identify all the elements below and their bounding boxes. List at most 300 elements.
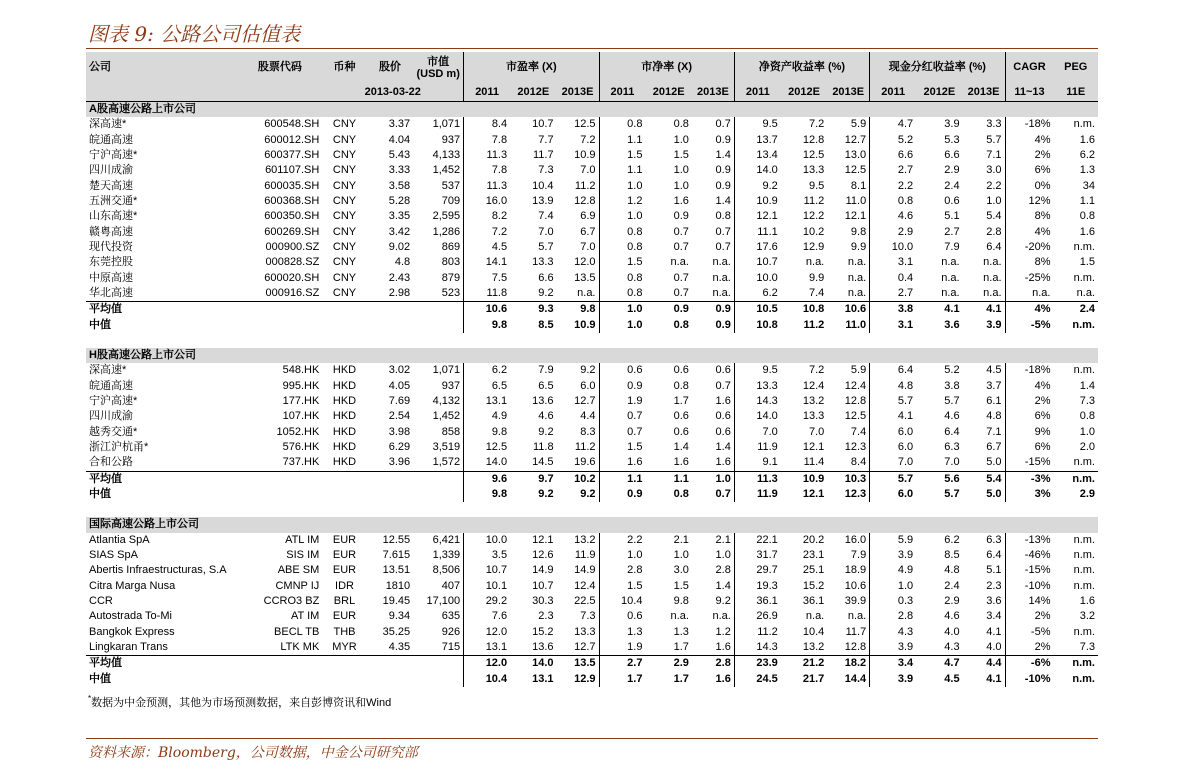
cell-value: 2.4 — [944, 579, 960, 592]
cell-value: 4.8 — [986, 410, 1002, 423]
cell-value: HKD — [332, 379, 357, 392]
cell-value: n.m. — [1073, 549, 1095, 562]
cell-value: 3.3 — [986, 118, 1002, 131]
table-row — [86, 625, 1098, 640]
cell-value: 5.0 — [986, 456, 1002, 469]
summary-value: 2.7 — [599, 656, 645, 672]
cell-value: 6.1 — [986, 395, 1002, 408]
cell-value: -10% — [1005, 579, 1053, 594]
cell-value: 17.6 — [734, 240, 780, 255]
cell-value: 0.7 — [673, 287, 689, 300]
summary-value: 9.8 — [464, 318, 510, 333]
cell-value: 3,519 — [432, 441, 461, 454]
summary-value: 10.6 — [464, 302, 510, 318]
cell-value: 0.6 — [673, 410, 689, 423]
cell-value: 10.6 — [844, 579, 867, 592]
cell-value: 1,071 — [432, 118, 461, 131]
footnote-text: 数据为中金预测，其他为市场预测数据，来自彭博资讯和Wind — [91, 697, 392, 709]
title-rule — [86, 48, 1098, 49]
summary-value: 1.0 — [599, 318, 645, 333]
cell-value: HKD — [332, 456, 357, 469]
cell-value: 10.0 — [464, 533, 510, 548]
company-name: 越秀交通* — [89, 425, 138, 438]
cell-value: 1.0 — [599, 548, 645, 563]
cell-value: 1,286 — [432, 225, 461, 238]
cell-value: BRL — [333, 595, 356, 607]
section-header-row — [86, 102, 1098, 118]
year-label: 2012E — [781, 83, 827, 102]
cell-value: 523 — [441, 287, 461, 300]
cell-value: 7.615 — [382, 549, 411, 562]
cell-value: 3.0 — [986, 164, 1002, 177]
cell-value: 6% — [1005, 409, 1053, 424]
cell-value: CNY — [332, 164, 357, 177]
cell-value: 177.HK — [282, 395, 320, 408]
cell-value: 19.3 — [734, 579, 780, 594]
cell-value: 9.2 — [538, 287, 554, 300]
cell-value: 5.7 — [944, 395, 960, 408]
cell-value: 1.0 — [870, 579, 916, 594]
cell-value: 6.4 — [944, 425, 960, 438]
cell-value: 4.5 — [464, 240, 510, 255]
summary-value: 10.6 — [827, 302, 869, 318]
summary-value: -3% — [1005, 471, 1053, 487]
cell-value: 12.4 — [844, 379, 867, 392]
cell-value: 2% — [1005, 609, 1053, 624]
cell-value: 0.8 — [1079, 210, 1095, 223]
cell-value: -5% — [1005, 625, 1053, 640]
cell-value: 13.7 — [734, 133, 780, 148]
cell-value: 12.1 — [734, 209, 780, 224]
cell-value: 10.7 — [532, 579, 554, 592]
cell-value: 3.9 — [870, 640, 916, 656]
cell-value: 5.9 — [870, 533, 916, 548]
cell-value: 1.0 — [673, 179, 689, 192]
cell-value: n.a. — [983, 271, 1002, 284]
summary-value: 4.1 — [986, 672, 1002, 685]
figure-title: 图表 9: 公路公司估值表 — [88, 22, 301, 46]
summary-value: 10.8 — [734, 318, 780, 333]
header-pb: 市净率 (X) — [599, 52, 734, 83]
median-row — [86, 671, 1098, 686]
cell-value: 4.6 — [944, 410, 960, 423]
summary-value: 6.0 — [870, 487, 916, 502]
cell-value: 12.8 — [802, 133, 825, 146]
spacer-row — [86, 502, 1098, 517]
cell-value: 34 — [1082, 179, 1095, 192]
summary-value: 3.8 — [870, 302, 916, 318]
summary-value: 1.1 — [599, 471, 645, 487]
summary-value: 2.8 — [692, 656, 734, 672]
year-label: 2012E — [916, 83, 962, 102]
summary-value: n.m. — [1053, 656, 1098, 672]
company-name: 皖通高速 — [89, 379, 133, 392]
cell-value: 2.1 — [715, 533, 731, 546]
cell-value: 7.8 — [464, 133, 510, 148]
cell-value: 0.9 — [715, 179, 731, 192]
cell-value: 2.8 — [870, 609, 916, 624]
cell-value: 6.2 — [944, 533, 960, 546]
cell-value: 7.0 — [538, 225, 554, 238]
cell-value: 1.0 — [599, 179, 645, 194]
cell-value: 1.3 — [1079, 164, 1095, 177]
summary-value: 1.6 — [715, 672, 731, 685]
cell-value: 13.4 — [734, 148, 780, 163]
cell-value: 1,452 — [432, 410, 461, 423]
table-row — [86, 440, 1098, 455]
cell-value: 0% — [1005, 179, 1053, 194]
summary-value: 13.1 — [532, 672, 554, 685]
year-label: 2013E — [963, 83, 1005, 102]
cell-value: 2% — [1005, 640, 1053, 656]
cell-value: 10.0 — [734, 271, 780, 286]
summary-value: 2.9 — [645, 656, 691, 672]
year-label: 2012E — [510, 83, 556, 102]
summary-value: 10.2 — [557, 471, 599, 487]
table-row — [86, 394, 1098, 409]
cell-value: 7.1 — [986, 149, 1002, 162]
cell-value: 2.0 — [1079, 441, 1095, 454]
cell-value: 5.9 — [850, 364, 867, 377]
header-div: 现金分红收益率 (%) — [870, 52, 1005, 83]
cell-value: 1.4 — [673, 441, 689, 454]
cell-value: 2.9 — [944, 164, 960, 177]
cell-value: 8.3 — [580, 425, 596, 438]
cell-value: 6.6 — [944, 149, 960, 162]
cell-value: 22.5 — [574, 595, 596, 607]
summary-value: 2.4 — [1053, 302, 1098, 318]
section-header-row — [86, 348, 1098, 363]
cell-value: 2.7 — [944, 225, 960, 238]
table-row — [86, 225, 1098, 240]
table-row — [86, 148, 1098, 163]
cell-value: CNY — [332, 271, 357, 284]
cell-value: 7.9 — [538, 364, 554, 377]
header-roe: 净资产收益率 (%) — [734, 52, 869, 83]
summary-label: 平均值 — [86, 656, 464, 672]
company-name: Bangkok Express — [89, 625, 175, 638]
cell-value: 7.2 — [580, 133, 596, 146]
cell-value: 12.5 — [844, 410, 867, 423]
summary-value: 12.1 — [802, 488, 825, 501]
cell-value: 7.9 — [944, 241, 960, 254]
cell-value: 803 — [441, 256, 461, 269]
table-row — [86, 379, 1098, 394]
cell-value: 1.6 — [1079, 225, 1095, 238]
cell-value: 6.4 — [870, 363, 916, 378]
cell-value: 0.6 — [944, 195, 960, 208]
summary-value: 10.4 — [464, 671, 510, 686]
cell-value: CNY — [332, 287, 357, 300]
cell-value: 11.2 — [734, 625, 780, 640]
cell-value: 12.0 — [574, 256, 596, 269]
cell-value: 4.5 — [986, 364, 1002, 377]
cell-value: 10.9 — [574, 149, 596, 162]
cell-value: 7.2 — [808, 364, 825, 377]
cell-value: 6.0 — [580, 379, 596, 392]
cell-value: 1.6 — [673, 195, 689, 208]
cell-value: 5.7 — [538, 241, 554, 254]
cell-value: 1,452 — [432, 164, 461, 177]
table-row — [86, 425, 1098, 440]
cell-value: 107.HK — [282, 410, 320, 423]
cell-value: 600012.SH — [264, 133, 320, 146]
cell-value: 6.7 — [986, 441, 1002, 454]
cell-value: 7.0 — [580, 164, 596, 177]
company-name: 四川成渝 — [89, 164, 133, 177]
cell-value: 4.7 — [870, 117, 916, 132]
cell-value: SIS IM — [286, 549, 320, 562]
summary-value: 5.7 — [870, 471, 916, 487]
section-title: A股高速公路上市公司 — [86, 102, 1098, 118]
cell-value: 29.2 — [464, 594, 510, 609]
cell-value: 13.6 — [532, 640, 554, 653]
cell-value: 6,421 — [432, 533, 461, 546]
average-row — [86, 302, 1098, 318]
cell-value: 1.1 — [599, 163, 645, 178]
cell-value: n.a. — [712, 287, 731, 300]
cell-value: 19.45 — [382, 595, 411, 607]
cell-value: 7.4 — [538, 210, 554, 223]
cell-value: 7.2 — [808, 118, 825, 131]
summary-value: 11.3 — [734, 471, 780, 487]
cell-value: 869 — [441, 241, 461, 254]
cell-value: 14.0 — [734, 409, 780, 424]
cell-value: 9% — [1005, 425, 1053, 440]
cell-value: 0.8 — [599, 225, 645, 240]
header-date: 2013-03-22 — [322, 83, 463, 102]
cell-value: 0.8 — [715, 210, 731, 223]
company-name: 中原高速 — [89, 271, 133, 284]
cell-value: 9.34 — [388, 610, 411, 623]
cell-value: 0.8 — [599, 240, 645, 255]
section-header-row — [86, 517, 1098, 532]
source-rule — [86, 738, 1098, 739]
cell-value: 3.1 — [870, 255, 916, 270]
summary-value: 1.0 — [692, 471, 734, 487]
cell-value: 2.7 — [870, 163, 916, 178]
cell-value: 11.3 — [464, 148, 510, 163]
cell-value: 10.4 — [599, 594, 645, 609]
cell-value: 0.6 — [673, 364, 689, 377]
cell-value: 1.9 — [599, 640, 645, 656]
summary-value: 1.7 — [673, 672, 689, 685]
cell-value: 6.5 — [464, 379, 510, 394]
cell-value: 1.7 — [673, 395, 689, 408]
cell-value: 1.4 — [715, 441, 731, 454]
cell-value: 3.37 — [388, 118, 411, 131]
year-label: 2011 — [464, 83, 510, 102]
summary-value: 0.9 — [692, 302, 734, 318]
cell-value: EUR — [332, 533, 357, 546]
company-name: 深高速* — [89, 364, 127, 377]
cell-value: 12.1 — [844, 210, 867, 223]
header-price: 股价 — [367, 52, 413, 83]
cell-value: 2.8 — [715, 564, 731, 577]
summary-value: 3.1 — [870, 318, 916, 333]
cell-value: 5.1 — [986, 564, 1002, 577]
cell-value: 0.8 — [673, 118, 689, 131]
cell-value: 10.7 — [532, 118, 554, 131]
table-row — [86, 533, 1098, 548]
cell-value: 2.1 — [673, 533, 689, 546]
cell-value: 3.5 — [464, 548, 510, 563]
cell-value: 10.7 — [734, 255, 780, 270]
cell-value: n.a. — [1076, 287, 1095, 300]
summary-value: -6% — [1005, 656, 1053, 672]
cell-value: 39.9 — [844, 595, 867, 607]
cell-value: 1.0 — [599, 209, 645, 224]
summary-value: 12.9 — [574, 672, 596, 685]
cell-value: 13.2 — [802, 395, 825, 408]
cell-value: 13.1 — [464, 640, 510, 656]
cell-value: 0.7 — [599, 425, 645, 440]
cell-value: 9.2 — [715, 595, 731, 607]
cell-value: 0.8 — [870, 194, 916, 209]
summary-value: 10.9 — [574, 318, 596, 331]
cell-value: 3.02 — [388, 364, 411, 377]
year-label: 2011 — [599, 83, 645, 102]
cell-value: 12.3 — [844, 441, 867, 454]
cell-value: 1.3 — [673, 625, 689, 638]
cell-value: 2.2 — [986, 179, 1002, 192]
cell-value: 1,339 — [432, 549, 461, 562]
company-name: Abertis Infraestructuras, S.A — [89, 564, 227, 577]
cell-value: 0.7 — [599, 409, 645, 424]
cell-value: 22.1 — [734, 533, 780, 548]
cell-value: 1.5 — [673, 579, 689, 592]
cell-value: 5.1 — [944, 210, 960, 223]
cell-value: 11.7 — [532, 149, 554, 162]
cell-value: 7.9 — [850, 549, 867, 562]
cell-value: 407 — [441, 579, 461, 592]
summary-value: 23.9 — [734, 656, 780, 672]
cell-value: 9.9 — [850, 241, 867, 254]
cell-value: 8.4 — [850, 456, 867, 469]
cell-value: 5.9 — [850, 118, 867, 131]
cell-value: 3.2 — [1079, 610, 1095, 623]
summary-value: 3.6 — [944, 318, 960, 331]
summary-value: 11.2 — [803, 318, 825, 331]
cell-value: n.m. — [1073, 625, 1095, 638]
valuation-table — [86, 52, 1098, 687]
cell-value: 737.HK — [282, 456, 320, 469]
cell-value: 601107.SH — [265, 164, 320, 177]
cell-value: THB — [333, 625, 356, 638]
cell-value: n.a. — [805, 256, 825, 269]
company-name: 五洲交通* — [89, 195, 138, 208]
cell-value: 10.0 — [870, 240, 916, 255]
cell-value: 7.3 — [1079, 395, 1095, 408]
cell-value: 17,100 — [426, 595, 461, 607]
company-name: Citra Marga Nusa — [89, 579, 176, 592]
summary-value: 9.8 — [464, 487, 510, 502]
summary-value: n.m. — [1072, 318, 1095, 331]
summary-value: 0.9 — [599, 487, 645, 502]
cell-value: 7.4 — [850, 425, 867, 438]
cell-value: 4.9 — [870, 563, 916, 578]
summary-value: 10.9 — [781, 471, 827, 487]
cell-value: 4.9 — [464, 409, 510, 424]
cell-value: 5.4 — [986, 210, 1002, 223]
cell-value: 2% — [1005, 394, 1053, 409]
cell-value: 11.3 — [464, 179, 510, 194]
cell-value: 1.6 — [1079, 595, 1095, 607]
summary-label: 中值 — [89, 672, 111, 685]
cell-value: 000828.SZ — [265, 256, 320, 269]
cell-value: 937 — [441, 379, 461, 392]
cell-value: 6.3 — [986, 533, 1002, 546]
summary-value: 9.8 — [557, 302, 599, 318]
cell-value: 1.1 — [1079, 195, 1095, 208]
table-row — [86, 163, 1098, 178]
cell-value: 2,595 — [432, 210, 461, 223]
summary-label: 平均值 — [86, 302, 464, 318]
cell-value: EUR — [332, 549, 357, 562]
cell-value: 0.8 — [599, 286, 645, 302]
cell-value: 11.8 — [532, 441, 554, 454]
cell-value: n.a. — [805, 610, 825, 623]
cell-value: 0.6 — [599, 609, 645, 624]
cell-value: 0.7 — [673, 241, 689, 254]
cell-value: 4.3 — [870, 625, 916, 640]
cell-value: 12.4 — [574, 579, 596, 592]
cell-value: 1.0 — [673, 549, 689, 562]
cell-value: 2.43 — [388, 271, 411, 284]
summary-value: 3% — [1005, 487, 1053, 502]
cell-value: BECL TB — [274, 625, 320, 638]
cell-value: 0.6 — [715, 410, 731, 423]
summary-value: n.m. — [1053, 471, 1098, 487]
cell-value: 600035.SH — [264, 179, 320, 192]
cell-value: 6.2 — [734, 286, 780, 302]
cell-value: 1.6 — [715, 456, 731, 469]
cell-value: 9.1 — [734, 455, 780, 471]
summary-label: 平均值 — [86, 471, 464, 487]
cell-value: 1.0 — [1079, 425, 1095, 438]
summary-value: n.m. — [1072, 672, 1095, 685]
cell-value: CMNP IJ — [275, 579, 320, 592]
cell-value: 8.5 — [944, 549, 960, 562]
company-name: 深高速* — [89, 118, 127, 131]
cell-value: CNY — [332, 118, 357, 131]
cell-value: 715 — [441, 640, 461, 653]
cell-value: 3.33 — [388, 164, 411, 177]
cell-value: HKD — [332, 364, 357, 377]
cell-value: 13.2 — [574, 533, 596, 546]
cell-value: 7.6 — [464, 609, 510, 624]
cell-value: 8.1 — [850, 179, 867, 192]
cell-value: 10.2 — [802, 225, 825, 238]
header-currency: 币种 — [322, 52, 366, 83]
summary-value: 12.3 — [844, 488, 867, 501]
cell-value: 14.0 — [734, 163, 780, 178]
cell-value: 2.8 — [599, 563, 645, 578]
table-row — [86, 579, 1098, 594]
cell-value: n.m. — [1073, 118, 1095, 131]
cell-value: 926 — [441, 625, 461, 638]
cell-value: 0.6 — [715, 425, 731, 438]
summary-value: 11.0 — [845, 318, 867, 331]
cell-value: CCRO3 BZ — [263, 595, 320, 607]
cell-value: 937 — [441, 133, 461, 146]
company-name: 皖通高速 — [89, 133, 133, 146]
table-row — [86, 209, 1098, 224]
cell-value: 12.4 — [802, 379, 825, 392]
cell-value: 11.0 — [845, 195, 867, 208]
table-row — [86, 548, 1098, 563]
summary-value: 4.4 — [963, 656, 1005, 672]
